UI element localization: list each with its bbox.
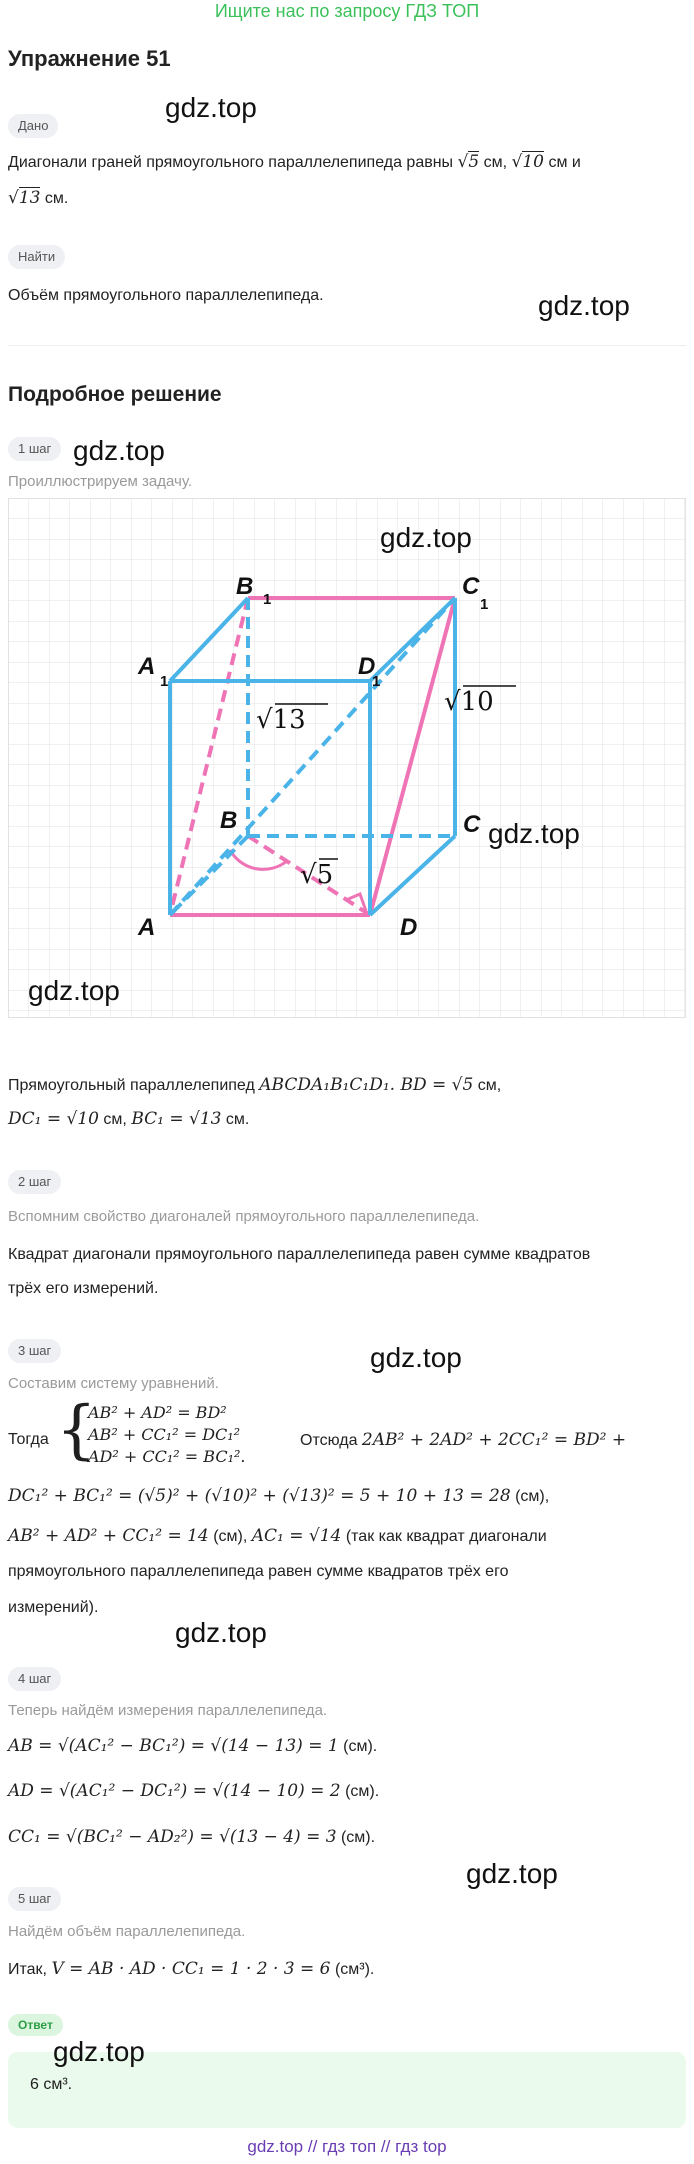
- step3-togda: Тогда: [8, 1431, 49, 1448]
- find-pill: Найти: [8, 245, 65, 269]
- step3-line4: прямоугольного параллелепипеда равен сумме квадратов трёх его: [8, 1563, 509, 1580]
- label-b1: B: [236, 573, 254, 600]
- label-d: D: [400, 914, 418, 941]
- label-d1-sub: 1: [372, 673, 381, 690]
- label-a1-sub: 1: [160, 673, 169, 690]
- footer-link-gdz-top-ru[interactable]: гдз топ: [322, 2137, 377, 2156]
- divider: [8, 345, 686, 346]
- watermark: gdz.top: [28, 975, 120, 1006]
- footer-sep: //: [380, 2137, 391, 2156]
- find-text: Объём прямоугольного параллелепипеда.: [8, 287, 324, 304]
- step2-pill: 2 шаг: [8, 1170, 61, 1194]
- watermark: gdz.top: [380, 522, 472, 553]
- step3-line5: измерений).: [8, 1599, 99, 1616]
- step3-pill: 3 шаг: [8, 1339, 61, 1363]
- watermark: gdz.top: [466, 1858, 558, 1889]
- label-c1-sub: 1: [480, 596, 489, 613]
- answer-value: 6 см³.: [30, 2076, 73, 2093]
- unit: см.: [40, 190, 69, 207]
- step3-line2: DC₁² + BC₁² = (√5)² + (√10)² + (√13)² = 5 + 10 + 13 = 28 (см),: [8, 1486, 550, 1506]
- parallelepiped-figure: [8, 498, 686, 1018]
- equation-system: [88, 1402, 245, 1468]
- footer-link-gdz-top-mixed[interactable]: гдз top: [395, 2137, 447, 2156]
- step4-ab: AB = √(AC₁² − BC₁²) = √(14 − 13) = 1 (см).: [8, 1736, 378, 1756]
- step3-otsyuda: Отсюда 2AB² + 2AD² + 2CC₁² = BD² +: [300, 1430, 627, 1450]
- label-c: C: [463, 811, 481, 838]
- root-10: 10: [522, 152, 544, 172]
- label-b1-sub: 1: [263, 591, 272, 608]
- step1-hint: Проиллюстрируем задачу.: [8, 473, 192, 490]
- watermark: gdz.top: [73, 435, 165, 466]
- step2-text-1: Квадрат диагонали прямоугольного параллелепипеда равен сумме квадратов: [8, 1246, 591, 1263]
- watermark: gdz.top: [370, 1342, 462, 1373]
- system-eq-1: AB² + AD² = BD²: [88, 1403, 227, 1422]
- exercise-title: Упражнение 51: [8, 46, 171, 71]
- root-13: 13: [18, 188, 41, 208]
- label-b: B: [220, 807, 238, 834]
- grid-background: [8, 498, 686, 1018]
- watermark: gdz.top: [175, 1617, 267, 1648]
- label-a: A: [138, 914, 156, 941]
- label-sqrt5: √5: [300, 860, 334, 890]
- step3-hint: Составим систему уравнений.: [8, 1375, 219, 1392]
- watermark: gdz.top: [53, 2036, 145, 2067]
- step5-text: Итак, V = AB · AD · CC₁ = 1 · 2 · 3 = 6 (см³).: [8, 1959, 375, 1979]
- given-pill: Дано: [8, 114, 58, 138]
- given-text-2: √13 см.: [8, 188, 69, 208]
- step1-text-2: DC₁ = √10 см, BC₁ = √13 см.: [8, 1109, 250, 1129]
- label-sqrt10: √10: [444, 687, 494, 717]
- search-link[interactable]: Ищите нас по запросу ГДЗ ТОП: [214, 1, 480, 21]
- answer-pill: Ответ: [8, 2014, 63, 2036]
- given-prefix: Диагонали граней прямоугольного параллелепипеда равны: [8, 154, 458, 171]
- label-a1: A: [138, 653, 156, 680]
- unit: см и: [544, 154, 581, 171]
- root-5: 5: [468, 152, 480, 172]
- step4-pill: 4 шаг: [8, 1667, 61, 1691]
- system-eq-2: AB² + CC₁² = DC₁²: [88, 1425, 241, 1444]
- solution-title: Подробное решение: [8, 383, 222, 406]
- unit: см,: [479, 154, 512, 171]
- system-brace: {: [56, 1393, 97, 1467]
- step4-ad: AD = √(AC₁² − DC₁²) = √(14 − 10) = 2 (см).: [8, 1781, 380, 1801]
- step3-line3: AB² + AD² + CC₁² = 14 (см), AC₁ = √14 (так как квадрат диагонали: [8, 1526, 547, 1546]
- step2-hint: Вспомним свойство диагоналей прямоугольного параллелепипеда.: [8, 1208, 480, 1225]
- step1-pill: 1 шаг: [8, 437, 61, 461]
- step4-hint: Теперь найдём измерения параллелепипеда.: [8, 1702, 328, 1719]
- label-c1: C: [462, 573, 480, 600]
- label-d1: D: [358, 653, 376, 680]
- watermark: gdz.top: [488, 818, 580, 849]
- footer-links: [0, 2137, 694, 2157]
- step2-text-2: трёх его измерений.: [8, 1280, 159, 1297]
- footer-sep: //: [307, 2137, 318, 2156]
- step5-hint: Найдём объём параллелепипеда.: [8, 1923, 246, 1940]
- watermark: gdz.top: [165, 92, 257, 123]
- footer-link-gdz-top[interactable]: gdz.top: [247, 2137, 304, 2156]
- step1-text-1: Прямоугольный параллелепипед ABCDA₁B₁C₁D₁. BD = √5 см,: [8, 1075, 502, 1095]
- step5-pill: 5 шаг: [8, 1887, 61, 1911]
- given-text: Диагонали граней прямоугольного параллелепипеда равны √5 см, √10 см и: [8, 152, 581, 172]
- watermark: gdz.top: [538, 290, 630, 321]
- step4-cc: CC₁ = √(BC₁² − AD₂²) = √(13 − 4) = 3 (см).: [8, 1827, 376, 1847]
- system-eq-3: AD² + CC₁² = BC₁².: [88, 1447, 246, 1466]
- label-sqrt13: √13: [256, 705, 306, 735]
